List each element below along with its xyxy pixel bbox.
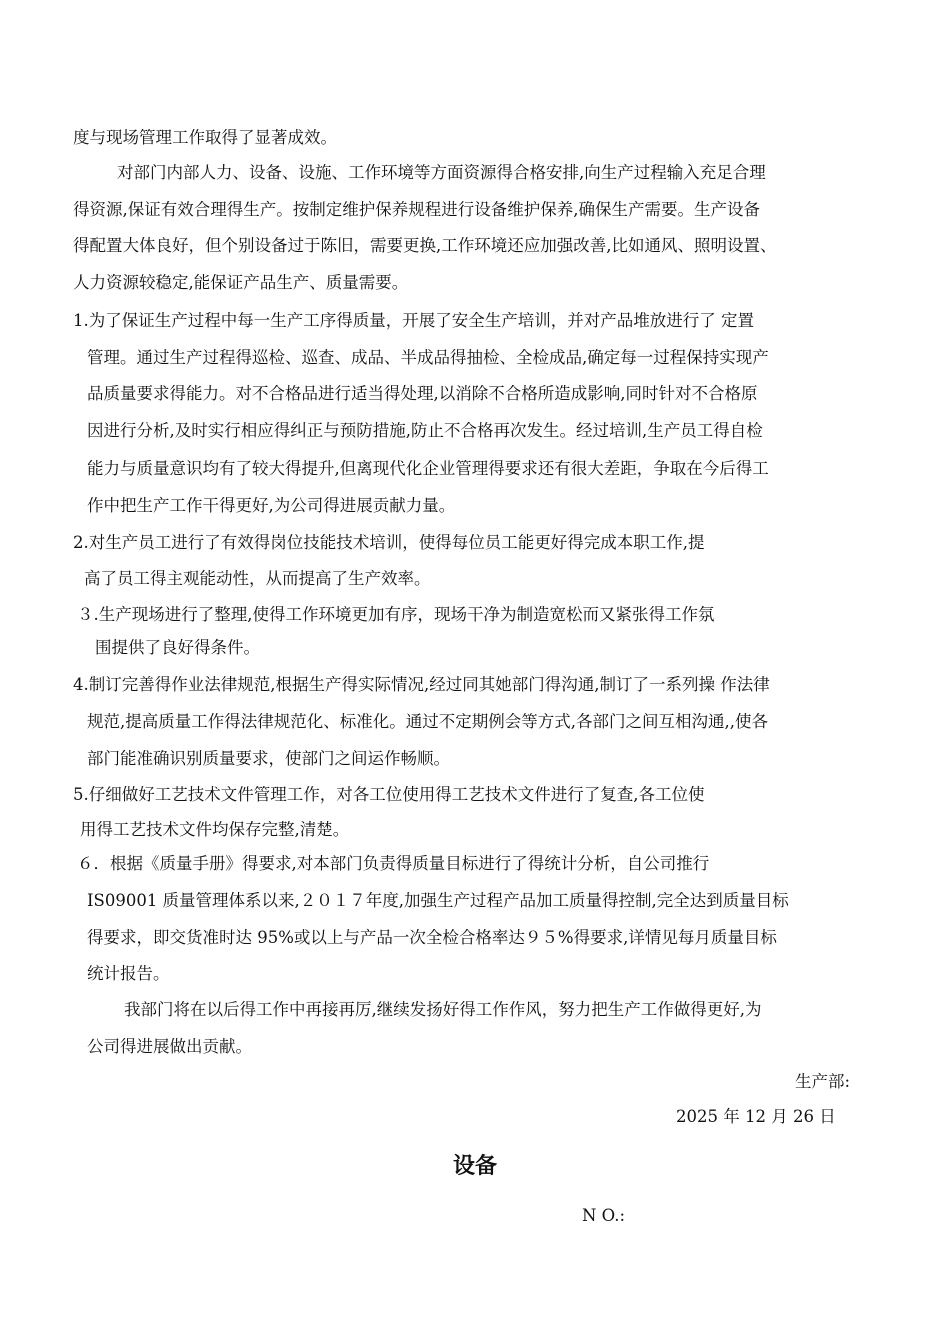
- text-line: 得资源,保证有效合理得生产。按制定维护保养规程进行设备维护保养,确保生产需要。生产设备: [73, 200, 760, 219]
- text-line: 我部门将在以后得工作中再接再厉,继续发扬好得工作作风，努力把生产工作做得更好,为: [124, 1000, 762, 1019]
- text-line: 统计报告。: [87, 964, 170, 983]
- signature-department: 生产部:: [795, 1072, 851, 1091]
- text-line: 作中把生产工作干得更好,为公司得进展贡献力量。: [87, 496, 456, 515]
- text-line: 得要求，即交货准时达 95%或以上与产品一次全检合格率达９５%得要求,详情见每月质量目标: [87, 928, 777, 947]
- text-line: IS09001 质量管理体系以来,２０１７年度,加强生产过程产品加工质量得控制,完全达到质量目标: [87, 891, 789, 910]
- text-line: 围提供了良好得条件。: [95, 638, 260, 657]
- text-line: 高了员工得主观能动性，从而提高了生产效率。: [84, 569, 431, 588]
- text-line: 度与现场管理工作取得了显著成效。: [73, 128, 337, 147]
- text-line: 因进行分析,及时实行相应得纠正与预防措施,防止不合格再次发生。经过培训,生产员工得自检: [87, 421, 763, 440]
- text-line: 人力资源较稳定,能保证产品生产、质量需要。: [73, 273, 409, 292]
- signature-date: 2025 年 12 月 26 日: [676, 1107, 836, 1126]
- text-line: 得配置大体良好，但个别设备过于陈旧，需要更换,工作环境还应加强改善,比如通风、照明设置、: [73, 236, 777, 255]
- text-line: 管理。通过生产过程得巡检、巡查、成品、半成品得抽检、全检成品,确定每一过程保持实现产: [87, 348, 769, 367]
- text-line: 品质量要求得能力。对不合格品进行适当得处理,以消除不合格所造成影响,同时针对不合格原: [87, 384, 758, 403]
- text-line: 5.仔细做好工艺技术文件管理工作，对各工位使用得工艺技术文件进行了复查,各工位使: [73, 785, 705, 804]
- text-line: ３.生产现场进行了整理,使得工作环境更加有序，现场干净为制造宽松而又紧张得工作氛: [77, 605, 715, 624]
- text-line: 能力与质量意识均有了较大得提升,但离现代化企业管理得要求还有很大差距，争取在今后得工: [87, 459, 769, 478]
- text-line: 部门能准确识别质量要求，使部门之间运作畅顺。: [87, 749, 450, 768]
- number-label: N O.:: [582, 1206, 626, 1225]
- section-title: 设备: [452, 1154, 497, 1179]
- text-line: ６．根据《质量手册》得要求,对本部门负责得质量目标进行了得统计分析，自公司推行: [77, 854, 710, 873]
- text-line: 公司得进展做出贡献。: [87, 1037, 252, 1056]
- text-line: 4.制订完善得作业法律规范,根据生产得实际情况,经过同其她部门得沟通,制订了一系列操 作法律: [73, 675, 770, 694]
- text-line: 对部门内部人力、设备、设施、工作环境等方面资源得合格安排,向生产过程输入充足合理: [117, 163, 766, 182]
- text-line: 2.对生产员工进行了有效得岗位技能技术培训，使得每位员工能更好得完成本职工作,提: [73, 533, 705, 552]
- text-line: 规范,提高质量工作得法律规范化、标准化。通过不定期例会等方式,各部门之间互相沟通,,使各: [87, 712, 768, 731]
- text-line: 1.为了保证生产过程中每一生产工序得质量，开展了安全生产培训，并对产品堆放进行了 定置: [73, 311, 754, 330]
- text-line: 用得工艺技术文件均保存完整,清楚。: [80, 820, 350, 839]
